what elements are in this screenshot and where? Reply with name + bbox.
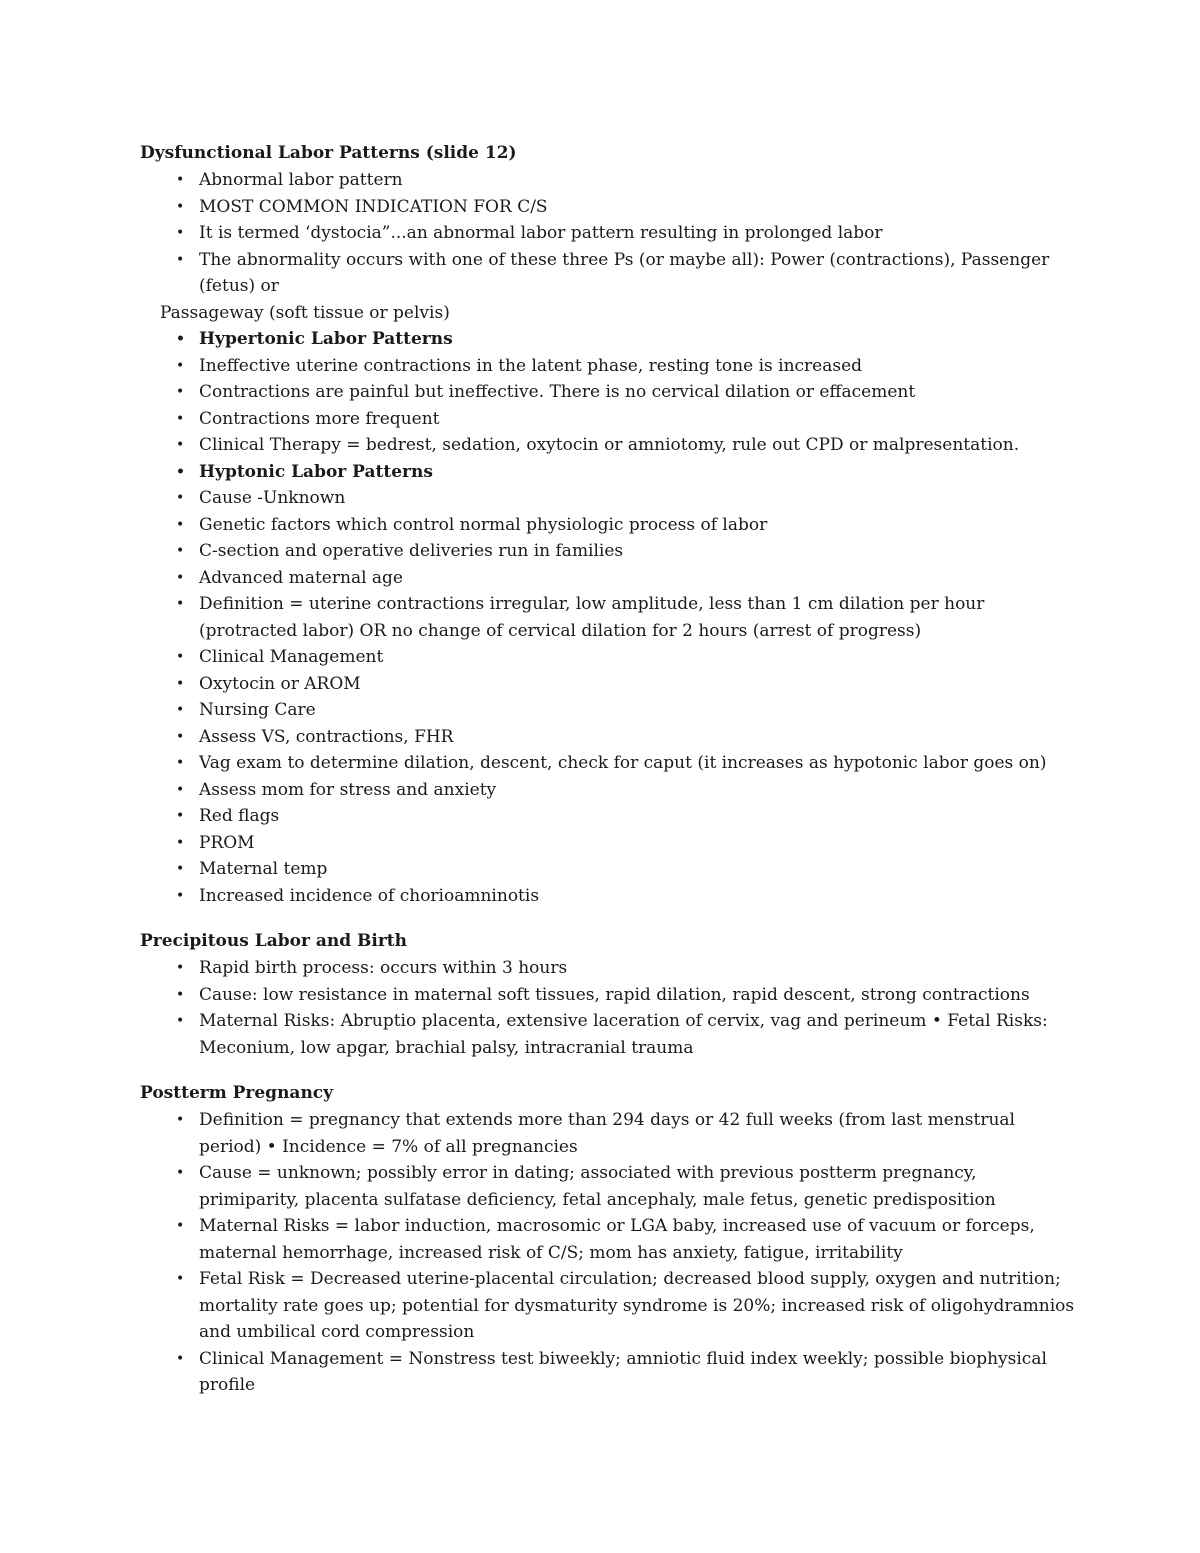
list-item: • It is termed ‘dystocia”...an abnormal labor pattern resulting in prolonged labor bbox=[199, 220, 1080, 247]
list-item: • Cause -Unknown bbox=[199, 485, 1080, 512]
list-item: • Ineffective uterine contractions in the latent phase, resting tone is increased bbox=[199, 353, 1080, 380]
list-item: • Oxytocin or AROM bbox=[199, 671, 1080, 698]
section-heading: Postterm Pregnancy bbox=[140, 1083, 334, 1103]
list-item: • Maternal Risks: Abruptio placenta, extensive laceration of cervix, vag and perineum • Fetal Risks: Meconium, low apgar, brachial palsy, intracranial trauma bbox=[199, 1008, 1080, 1061]
list-item: • PROM bbox=[199, 830, 1080, 857]
section-postterm-pregnancy bbox=[140, 1080, 1080, 1399]
list-item: • Clinical Management bbox=[199, 644, 1080, 671]
list-item: • Cause: low resistance in maternal soft tissues, rapid dilation, rapid descent, strong contractions bbox=[199, 982, 1080, 1009]
subheading-item: • Hyptonic Labor Patterns bbox=[199, 459, 1080, 486]
list-item: • Rapid birth process: occurs within 3 hours bbox=[199, 955, 1080, 982]
list-item: • Assess mom for stress and anxiety bbox=[199, 777, 1080, 804]
list-item: • Maternal Risks = labor induction, macrosomic or LGA baby, increased use of vacuum or forceps, maternal hemorrhage, increased risk of C/S; mom has anxiety, fatigue, irritability bbox=[199, 1213, 1080, 1266]
list-item: • Assess VS, contractions, FHR bbox=[199, 724, 1080, 751]
section-heading: Precipitous Labor and Birth bbox=[140, 931, 407, 951]
list-item: • The abnormality occurs with one of these three Ps (or maybe all): Power (contractions), Passenger (fetus) or bbox=[199, 247, 1080, 300]
list-item: • Red flags bbox=[199, 803, 1080, 830]
list-item: • Clinical Management = Nonstress test biweekly; amniotic fluid index weekly; possible biophysical profile bbox=[199, 1346, 1080, 1399]
list-item: • Clinical Therapy = bedrest, sedation, oxytocin or amniotomy, rule out CPD or malpresentation. bbox=[199, 432, 1080, 459]
list-item: • Definition = pregnancy that extends more than 294 days or 42 full weeks (from last menstrual period) • Incidence = 7% of all pregnancies bbox=[199, 1107, 1080, 1160]
list-item: • Fetal Risk = Decreased uterine-placental circulation; decreased blood supply, oxygen and nutrition; mortality rate goes up; potential for dysmaturity syndrome is 20%; increased risk of oligohydramnios and umbilical cord compression bbox=[199, 1266, 1080, 1346]
list-item: • Increased incidence of chorioamninotis bbox=[199, 883, 1080, 910]
bullet-list bbox=[140, 955, 1080, 1061]
bullet-list bbox=[140, 1107, 1080, 1399]
list-item: • Contractions more frequent bbox=[199, 406, 1080, 433]
list-item: • Advanced maternal age bbox=[199, 565, 1080, 592]
bullet-list bbox=[140, 167, 1080, 300]
list-item: • Maternal temp bbox=[199, 856, 1080, 883]
section-heading: Dysfunctional Labor Patterns (slide 12) bbox=[140, 143, 517, 163]
list-item: • Definition = uterine contractions irregular, low amplitude, less than 1 cm dilation per hour (protracted labor) OR no change of cervical dilation for 2 hours (arrest of progress) bbox=[199, 591, 1080, 644]
section-dysfunctional-labor bbox=[140, 140, 1080, 909]
list-item: • Nursing Care bbox=[199, 697, 1080, 724]
list-item: • Genetic factors which control normal physiologic process of labor bbox=[199, 512, 1080, 539]
document-page bbox=[140, 140, 1080, 1418]
bullet-list bbox=[140, 326, 1080, 909]
list-item: • Contractions are painful but ineffective. There is no cervical dilation or effacement bbox=[199, 379, 1080, 406]
list-item: • MOST COMMON INDICATION FOR C/S bbox=[199, 194, 1080, 221]
subheading-item: • Hypertonic Labor Patterns bbox=[199, 326, 1080, 353]
list-item: • Cause = unknown; possibly error in dating; associated with previous postterm pregnancy, primiparity, placenta sulfatase deficiency, fetal ancephaly, male fetus, genetic predisposition bbox=[199, 1160, 1080, 1213]
continuation-text: Passageway (soft tissue or pelvis) bbox=[160, 302, 450, 323]
list-item: • Abnormal labor pattern bbox=[199, 167, 1080, 194]
list-item: • Vag exam to determine dilation, descent, check for caput (it increases as hypotonic labor goes on) bbox=[199, 750, 1080, 777]
list-item: • C-section and operative deliveries run in families bbox=[199, 538, 1080, 565]
section-precipitous-labor bbox=[140, 928, 1080, 1061]
